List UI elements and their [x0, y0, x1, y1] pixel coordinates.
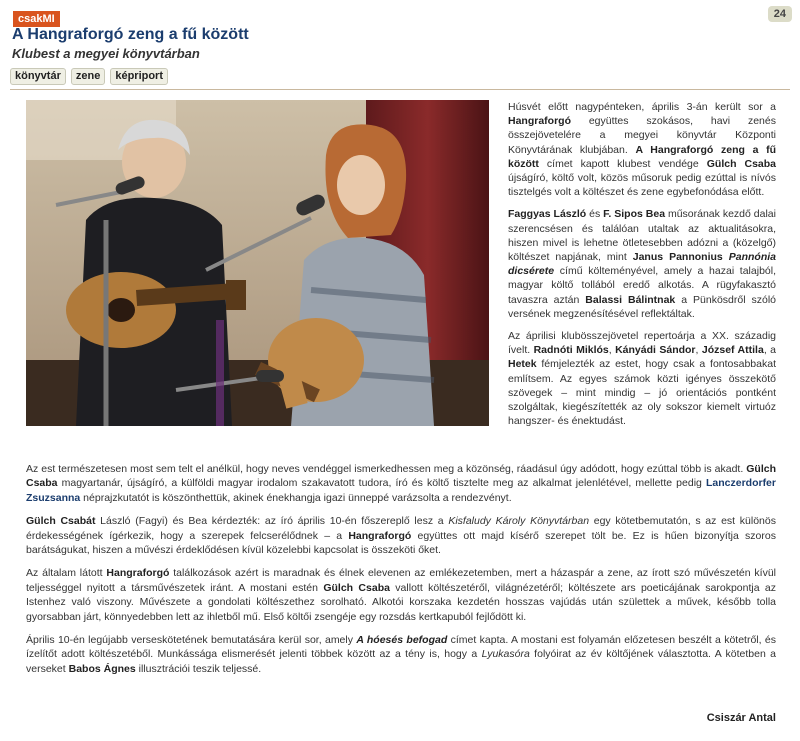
- tag-kepriport[interactable]: képriport: [110, 68, 168, 85]
- musicians-photo-illustration: [26, 100, 489, 426]
- header-divider: [10, 89, 790, 90]
- body-paragraph-3: Az általam látott Hangraforgó találkozások azért is maradnak és élnek elevenen az emlékezetemben, mert a házaspár a zene, az írott szó művészetén kívül teljességgel nyitott a társművészetek iránt. A mostani estén Gülch Csaba vallott költészetéről, világnézetéről; költészete ars poeticájának sarokpontja az Istenhez való viszony. Művészete a gondolati költészethez sorolható. Alkotói korszaka kezdetén hosszas vajúdás után születtek a művek, később tolla gyorsabban járt, könnyedebben lett az ihletből mű. Első költői zsengéje egy rozsdás kertkapuból fejlődött ki.: [26, 567, 776, 623]
- person-link-lanczerdorfer: Lanczerdorfer Zsuzsanna: [26, 477, 776, 504]
- side-paragraph-1: Húsvét előtt nagypénteken, április 3-án került sor a Hangraforgó együttes szokásos, havi zenés összejövetelére a megyei könyvtár Központi Könyvtárának klubjában. A Hangraforgó zeng a fű között címet kapott klubest vendége Gülch Csaba újságíró, költő volt, közös műsoruk pedig ezúttal is nívós tisztelgés volt a költészet és zene egybefonódása előtt.: [508, 101, 776, 199]
- body-paragraph-2: Gülch Csabát László (Fagyi) és Bea kérdezték: az író április 10-én főszereplő lesz a Kisfaludy Károly Könyvtárban egy kötetbemutatón, s az est különös érdekességének ígérkezik, hogy a szerepek felcserélődnek – a Hangraforgó együttes ott majd kísérő szerepet tölt be. Ez is hűen bizonyítja szoros barátságukat, hiszen a művészi érdeklődésen kívül közelebbi kapcsolat is összeköti őket.: [26, 515, 776, 557]
- article-body: [26, 462, 776, 685]
- tag-konyvtar[interactable]: könyvtár: [10, 68, 66, 85]
- article-photo: [26, 100, 489, 426]
- article-subtitle: Klubest a megyei könyvtárban: [12, 46, 200, 61]
- tag-zene[interactable]: zene: [71, 68, 105, 85]
- body-paragraph-1: Az est természetesen most sem telt el anélkül, hogy neves vendéggel ismerkedhessen meg a közönség, ráadásul úgy adódott, hogy ezúttal több is akadt. Gülch Csaba magyartanár, újságíró, a külföldi magyar irodalom szakavatott tudora, író és költő tisztelte meg az alkalmat jelenlétével, mellette pedig Lanczerdorfer Zsuzsanna néprajzkutatót is köszönthettük, akinek énekhangja igazi ünneppé varázsolta a rendezvényt.: [26, 463, 776, 504]
- tag-list: [10, 68, 168, 85]
- side-paragraph-3: Az áprilisi klubösszejövetel repertoárja a XX. századig ívelt. Radnóti Miklós, Kányádi Sándor, József Attila, a Hetek fémjelezték az estet, hogy csak a fontosabbakat említsem. Az egyes számok közti igényes összekötő szövegek – mint mindig – jó orientációs pontként szolgáltak, kiegészítették az oly sokszor kiemelt virtuóz hangszer- és énektudást.: [508, 330, 776, 428]
- article-author: Csiszár Antal: [706, 712, 776, 724]
- body-paragraph-4: Április 10-én legújabb verseskötetének bemutatására kerül sor, amely A hóesés befogad címet kapta. A mostani est folyamán előzetesen beszélt a kötetről, és ízelítőt adott költészetéből. Munkássága elismerését jelenti többek között az a tény is, hogy a Lyukasóra folyóirat az év költőjének választotta. A kötetben a verseket Babos Ágnes illusztrációi teszik teljessé.: [26, 634, 776, 675]
- side-paragraph-2: Faggyas László és F. Sipos Bea műsorának kezdő dalai szerencsésen és találóan utaltak az aktualitásokra, hiszen mivel is lehetne ötletesebben adózni a (közelgő) költészet napjának, mint Janus Pannonius Pannónia dicsérete című költeményével, amely a hazai talajból, magyar költő tollából eredő alkotás. A rügyfakasztó tavaszra aztán Balassi Bálintnak a Pünkösdről szóló versének megzenésítésével reflektáltak.: [508, 208, 777, 320]
- category-badge[interactable]: csakMI: [13, 11, 60, 27]
- side-column-text: [508, 100, 776, 436]
- page-number-badge: 24: [768, 6, 792, 22]
- article-title: A Hangraforgó zeng a fű között: [12, 26, 249, 43]
